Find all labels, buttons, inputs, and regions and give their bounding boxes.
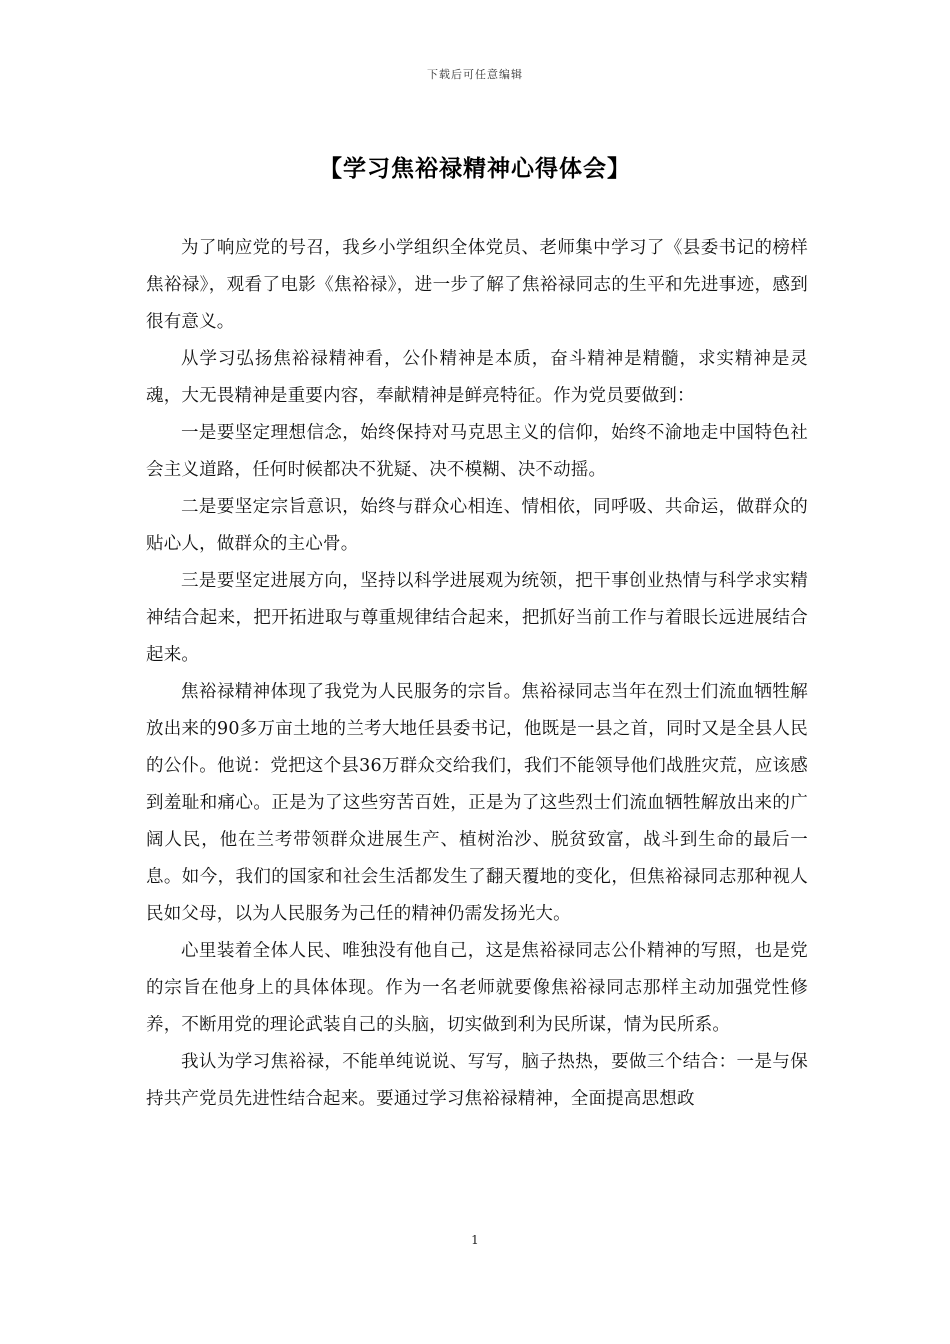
paragraph: 焦裕禄精神体现了我党为人民服务的宗旨。焦裕禄同志当年在烈士们流血牺牲解放出来的90多万亩土地的兰考大地任县委书记，他既是一县之首，同时又是全县人民的公仆。他说：党把这个县36万群众交给我们，我们不能领导他们战胜灾荒，应该感到羞耻和痛心。正是为了这些穷苦百姓，正是为了这些烈士们流血牺牲解放出来的广阔人民，他在兰考带领群众进展生产、植树治沙、脱贫致富，战斗到生命的最后一息。如今，我们的国家和社会生活都发生了翻天覆地的变化，但焦裕禄同志那种视人民如父母，以为人民服务为己任的精神仍需发扬光大。 — [146, 682, 808, 924]
page-number: 1 — [471, 1233, 479, 1247]
paragraph: 为了响应党的号召，我乡小学组织全体党员、老师集中学习了《县委书记的榜样焦裕禄》，观看了电影《焦裕禄》，进一步了解了焦裕禄同志的生平和先进事迹，感到很有意义。 — [146, 238, 808, 332]
paragraph: 二是要坚定宗旨意识，始终与群众心相连、情相依，同呼吸、共命运，做群众的贴心人，做群众的主心骨。 — [146, 497, 808, 554]
document-title: 【学习焦裕禄精神心得体会】 — [319, 155, 631, 182]
paragraph: 一是要坚定理想信念，始终保持对马克思主义的信仰，始终不渝地走中国特色社会主义道路，任何时候都决不犹疑、决不模糊、决不动摇。 — [146, 423, 808, 480]
page-header-note: 下载后可任意编辑 — [427, 68, 523, 81]
document-body — [146, 230, 808, 1118]
paragraph: 从学习弘扬焦裕禄精神看，公仆精神是本质，奋斗精神是精髓，求实精神是灵魂，大无畏精神是重要内容，奉献精神是鲜亮特征。作为党员要做到： — [146, 349, 808, 406]
paragraph: 心里装着全体人民、唯独没有他自己，这是焦裕禄同志公仆精神的写照，也是党的宗旨在他身上的具体体现。作为一名老师就要像焦裕禄同志那样主动加强党性修养，不断用党的理论武装自己的头脑，切实做到利为民所谋，情为民所系。 — [146, 941, 808, 1035]
paragraph: 三是要坚定进展方向，坚持以科学进展观为统领，把干事创业热情与科学求实精神结合起来，把开拓进取与尊重规律结合起来，把抓好当前工作与着眼长远进展结合起来。 — [146, 571, 808, 665]
paragraph: 我认为学习焦裕禄，不能单纯说说、写写，脑子热热，要做三个结合：一是与保持共产党员先进性结合起来。要通过学习焦裕禄精神，全面提高思想政 — [146, 1052, 808, 1109]
